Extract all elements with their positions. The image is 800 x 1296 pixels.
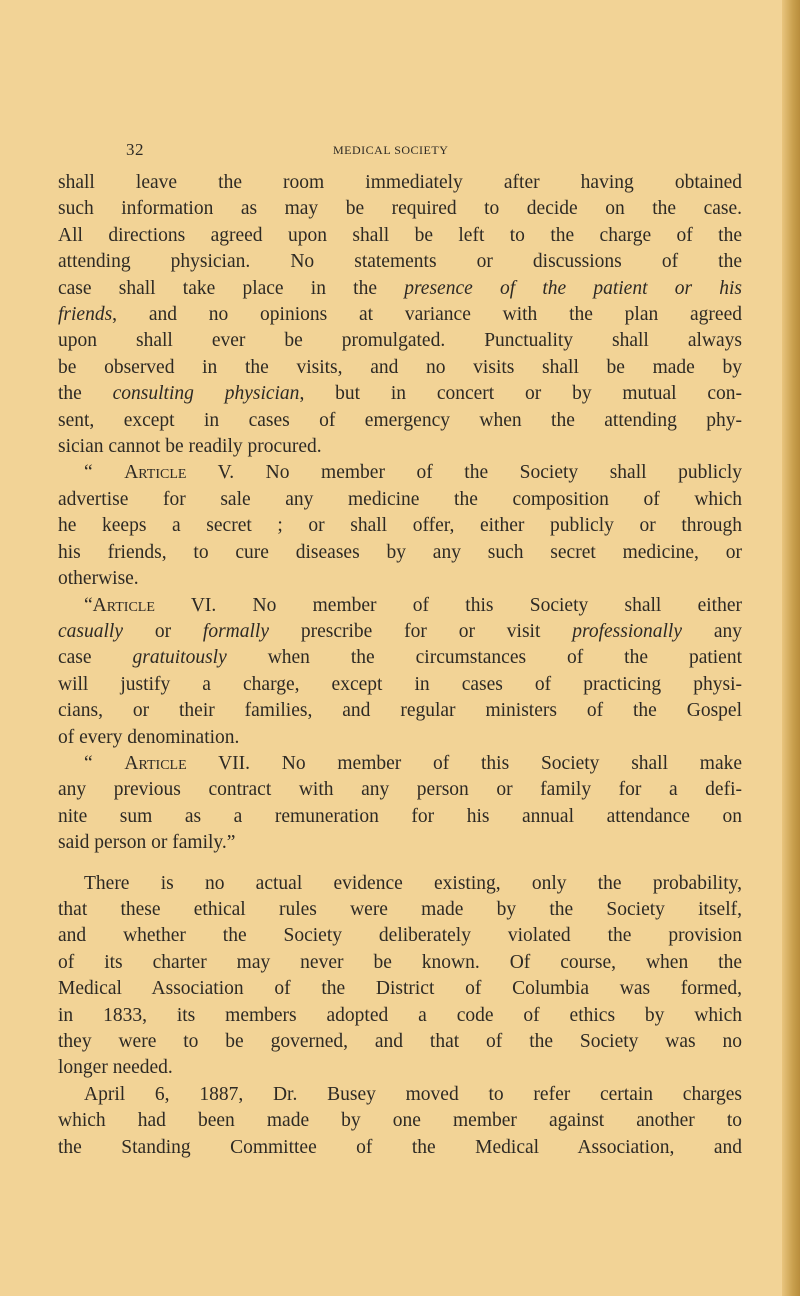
- text-line: [58, 276, 742, 302]
- text-line: they were to be governed, and that of the Society was no: [58, 1031, 742, 1052]
- text-line: nite sum as a remuneration for his annual attendance on: [58, 805, 742, 827]
- text-line: longer needed.: [58, 1057, 173, 1079]
- text-line: April 6, 1887, Dr. Busey moved to refer certain charges: [84, 1083, 742, 1105]
- text-line: There is no actual evidence existing, only the probability,: [84, 872, 742, 894]
- italic-span: gratuitously: [132, 647, 227, 669]
- text-line: All directions agreed upon shall be left to the charge of the: [58, 224, 742, 246]
- text-line: sent, except in cases of emergency when the attending phy-: [58, 409, 742, 431]
- text-span: , and no opinions at variance with the plan agreed: [112, 304, 742, 326]
- text-line: and whether the Society deliberately violated the provision: [58, 925, 742, 947]
- italic-span: consulting physician: [112, 383, 300, 405]
- text-line: attending physician. No statements or discussions of the: [58, 251, 742, 273]
- italic-span: professionally: [572, 620, 682, 642]
- body-text: [58, 170, 742, 1161]
- text-line: upon shall ever be promulgated. Punctuality shall always: [58, 330, 742, 352]
- text-span: “: [84, 594, 93, 616]
- text-line: his friends, to cure diseases by any such secret medicine, or: [58, 541, 742, 563]
- text-span: prescribe for or visit: [269, 620, 573, 642]
- text-span: VI. No member of this Society shall either: [154, 594, 742, 616]
- text-line: [58, 619, 742, 645]
- article-heading-line: [58, 751, 742, 777]
- text-line: such information as may be required to decide on the case.: [58, 198, 742, 220]
- text-span: “: [84, 752, 125, 774]
- smallcaps-span: Article: [124, 462, 187, 484]
- text-line: otherwise.: [58, 568, 139, 590]
- text-span: , but in concert or by mutual con-: [299, 383, 743, 405]
- text-span: the: [58, 383, 113, 405]
- text-span: case shall take place in the: [58, 277, 405, 299]
- text-span: case: [58, 647, 133, 669]
- italic-span: presence of the patient or his: [404, 277, 742, 299]
- text-line: [58, 302, 742, 328]
- article-heading-line: [58, 460, 742, 486]
- italic-span: friends: [58, 304, 113, 326]
- text-line: advertise for sale any medicine the composition of which: [58, 488, 742, 510]
- text-line: cians, or their families, and regular ministers of the Gospel: [58, 700, 742, 722]
- text-line: in 1833, its members adopted a code of ethics by which: [58, 1004, 742, 1026]
- text-line: [58, 381, 742, 407]
- text-span: “: [84, 462, 125, 484]
- text-line: that these ethical rules were made by the Society itself,: [58, 898, 742, 920]
- text-line: which had been made by one member against another to: [58, 1110, 742, 1132]
- text-span: V. No member of the Society shall publicly: [186, 462, 743, 484]
- text-line: of every denomination.: [58, 726, 240, 748]
- text-line: sician cannot be readily procured.: [58, 436, 322, 458]
- text-line: of its charter may never be known. Of course, when the: [58, 951, 742, 973]
- text-line: Medical Association of the District of Columbia was formed,: [58, 978, 742, 1000]
- running-header: [0, 140, 800, 160]
- text-line: any previous contract with any person or family for a defi-: [58, 779, 742, 801]
- page-edge-shadow: [782, 0, 800, 1296]
- text-span: any: [682, 620, 742, 642]
- text-line: said person or family.”: [58, 832, 236, 854]
- italic-span: formally: [202, 620, 269, 642]
- text-line: will justify a charge, except in cases of practicing physi-: [58, 673, 742, 695]
- text-line: be observed in the visits, and no visits shall be made by: [58, 356, 742, 378]
- italic-span: casually: [58, 620, 123, 642]
- smallcaps-span: Article: [124, 752, 187, 774]
- smallcaps-span: Article: [92, 594, 155, 616]
- running-title: MEDICAL SOCIETY: [333, 143, 449, 157]
- text-span: or: [122, 620, 203, 642]
- text-span: VII. No member of this Society shall make: [186, 752, 743, 774]
- text-line: [58, 645, 742, 671]
- text-line: he keeps a secret ; or shall offer, either publicly or through: [58, 515, 742, 537]
- article-heading-line: [58, 593, 742, 619]
- text-line: the Standing Committee of the Medical Association, and: [58, 1136, 742, 1158]
- text-line: shall leave the room immediately after having obtained: [58, 172, 742, 193]
- paragraph-gap: [58, 857, 742, 871]
- text-span: when the circumstances of the patient: [226, 647, 743, 669]
- page-number: 32: [126, 140, 144, 159]
